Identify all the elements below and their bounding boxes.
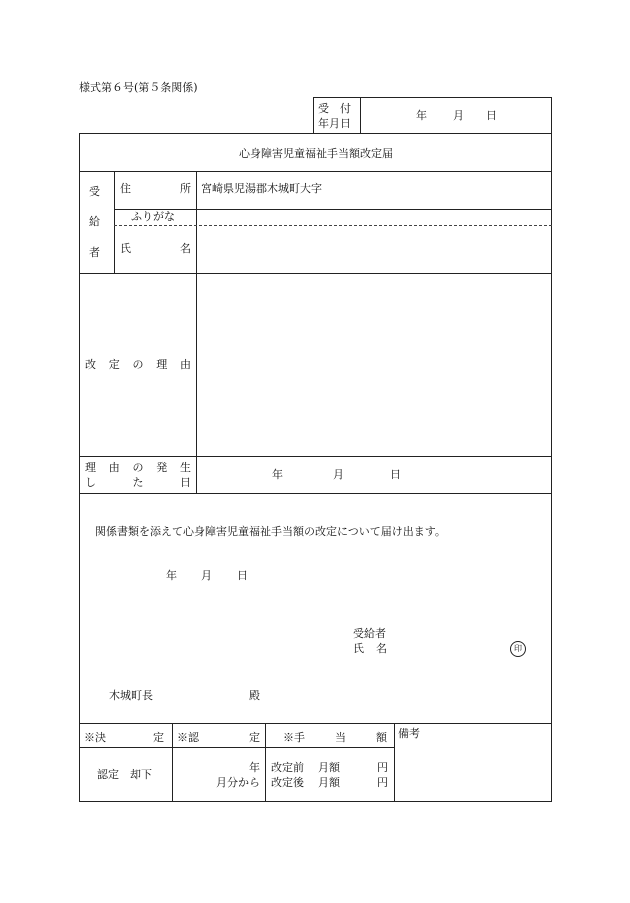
rule-office-col2	[265, 723, 266, 802]
recipient-label-char1: 受	[89, 185, 100, 198]
signature-name-label: 氏 名	[353, 642, 387, 655]
rule-recipient-bottom	[79, 273, 552, 274]
form-number: 様式第６号(第５条関係)	[79, 81, 198, 94]
recipient-signature-label: 受給者	[353, 627, 386, 640]
rule-office-header-bottom	[79, 747, 394, 748]
after-label: 改定後	[271, 776, 304, 789]
occurrence-label-line1: 理 由 の 発 生	[85, 461, 191, 474]
reception-day: 日	[486, 109, 497, 122]
decision-options: 認定 却下	[97, 768, 152, 781]
rule-main-top	[79, 133, 552, 134]
rule-declaration-bottom	[79, 723, 552, 724]
remarks-label: 備考	[398, 727, 420, 740]
allowance-header: ※手 当 額	[283, 731, 387, 744]
rule-address-bottom	[114, 209, 552, 210]
rule-main-bottom	[79, 801, 552, 802]
reception-label-line1: 受 付	[318, 102, 351, 115]
rule-title-bottom	[79, 171, 552, 172]
rule-reception-top	[313, 97, 552, 98]
rule-label-column	[196, 171, 197, 493]
after-currency: 円	[377, 776, 388, 789]
declaration-month: 月	[201, 569, 212, 582]
reason-label: 改 定 の 理 由	[85, 358, 191, 371]
before-unit: 月額	[318, 761, 340, 774]
address-value[interactable]: 宮崎県児湯郡木城町大字	[201, 182, 322, 195]
rule-occurrence-bottom	[79, 493, 552, 494]
declaration-text: 関係書類を添えて心身障害児童福祉手当額の改定について届け出ます。	[95, 525, 446, 538]
declaration-year: 年	[166, 569, 177, 582]
occurrence-day: 日	[390, 468, 401, 481]
approval-header: ※認 定	[177, 731, 260, 744]
rule-recipient-inner-left	[114, 171, 115, 274]
before-currency: 円	[377, 761, 388, 774]
before-label: 改定前	[271, 761, 304, 774]
reception-label-line2: 年月日	[318, 117, 351, 130]
rule-main-left	[79, 133, 80, 802]
reception-month: 月	[453, 109, 464, 122]
rule-reason-bottom	[79, 456, 552, 457]
decision-header: ※決 定	[84, 731, 164, 744]
addressee: 木城町長	[109, 689, 153, 702]
name-label: 氏 名	[120, 242, 191, 255]
rule-office-col3	[394, 723, 395, 802]
recipient-label-char3: 者	[89, 246, 100, 259]
occurrence-year: 年	[272, 468, 283, 481]
occurrence-label-line2: し た 日	[85, 476, 191, 489]
declaration-day: 日	[237, 569, 248, 582]
furigana-label: ふりがな	[131, 210, 175, 223]
occurrence-month: 月	[333, 468, 344, 481]
rule-office-col1	[172, 723, 173, 802]
address-label: 住 所	[120, 182, 191, 195]
approval-month-from: 月分から	[216, 776, 260, 789]
honorific: 殿	[249, 689, 260, 702]
form-title: 心身障害児童福祉手当額改定届	[239, 147, 393, 160]
reception-year: 年	[416, 109, 427, 122]
seal-mark: 印	[510, 641, 526, 657]
rule-reception-divider	[360, 97, 361, 133]
approval-year: 年	[249, 761, 260, 774]
rule-furigana-dashed	[114, 225, 552, 226]
rule-reception-left	[313, 97, 314, 133]
recipient-label-char2: 給	[89, 215, 100, 228]
after-unit: 月額	[318, 776, 340, 789]
rule-main-right	[551, 97, 552, 802]
